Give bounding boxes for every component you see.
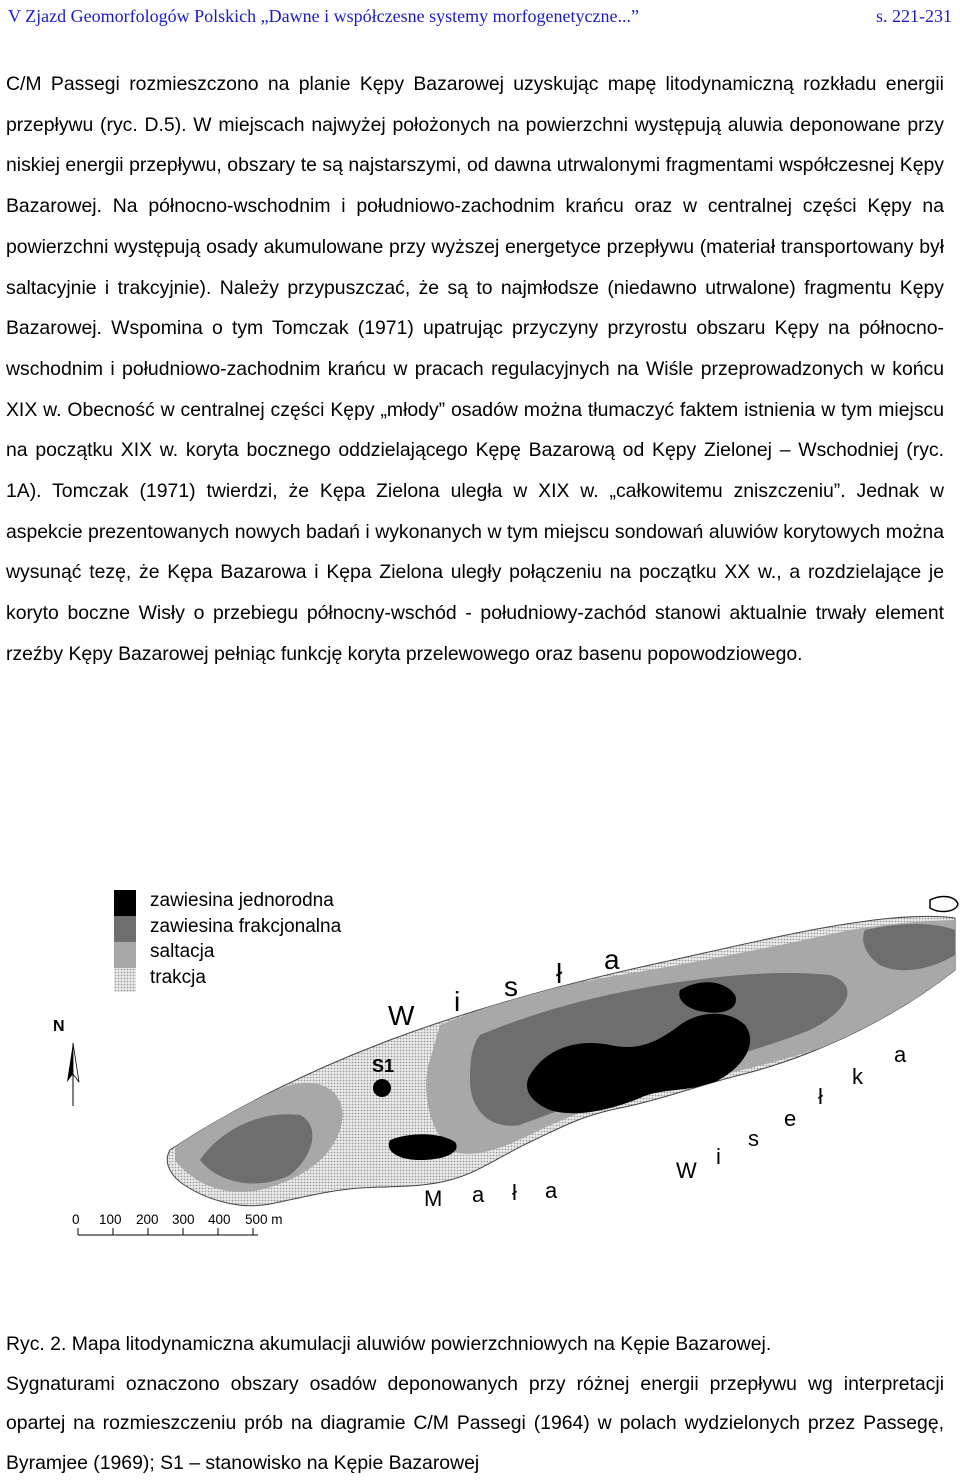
scale-label: 100 [99,1212,122,1227]
river-label-letter: ł [556,958,562,990]
river-label-letter: W [676,1158,697,1184]
paragraph: C/M Passegi rozmieszczono na planie Kępy Bazarowej uzyskując mapę litodynamiczną rozkładu energii przepływu (ryc. D.5). W miejscach najwyżej położonych na powierzchni występują aluwia deponowane przy niskiej energii przepływu, obszary te są najstarszymi, od dawna utrwalonymi fragmentami współczesnej Kępy Bazarowej. Na północno-wschodnim i południowo-zachodnim krańcu oraz w centralnej części Kępy na powierzchni występują osady akumulowane przy wyższej energetyce przepływu (materiał transportowany był saltacyjnie i trakcyjnie). Należy przypuszczać, że są to najmłodsze (niedawno utrwalone) fragmentu Kępy Bazarowej. Wspomina o tym Tomczak (1971) upatrując przyczyny przyrostu obszaru Kępy na północno-wschodnim i południowo-zachodnim krańcu w pracach regulacyjnych na Wiśle przeprowadzonych w końcu XIX w. Obecność w centralnej części Kępy „młody” osadów można tłumaczyć faktem istnienia w tym miejscu na początku XIX w. koryta bocznego oddzielającego Kępę Bazarową od Kępy Zielonej – Wschodniej (ryc. 1A). Tomczak (1971) twierdzi, że Kępa Zielona uległa w XIX w. „całkowitemu zniszczeniu”. Jednak w aspekcie prezentowanych nowych badań i wykonanych w tym miejscu sondowań aluwiów korytowych można wysunąć tezę, że Kępa Bazarowa i Kępa Zielona uległy połączeniu na początku XX w., a rozdzielające je koryto boczne Wisły o przebiegu północny-wschód - południowy-zachód stanowi aktualnie trwały element rzeźby Kępy Bazarowej pełniąc funkcję koryta przelewowego oraz basenu popowodziowego. [6,64,944,675]
caption-line1: Ryc. 2. Mapa litodynamiczna akumulacji aluwiów powierzchniowych na Kępie Bazarowej. [6,1325,944,1365]
figure-caption [6,1325,944,1483]
north-label: N [53,1018,65,1036]
legend-swatch-dotted [114,968,136,992]
river-label-letter: s [504,971,518,1003]
river-label-letter: a [604,944,620,976]
legend-label: saltacja [150,941,214,963]
river-label-letter: a [545,1178,557,1204]
legend-label: zawiesina jednorodna [150,890,334,912]
river-label-letter: W [388,1000,414,1032]
legend-swatch-midgray [114,942,136,968]
legend-swatch-black [114,890,136,916]
river-label-letter: a [472,1182,484,1208]
river-label-letter: a [894,1042,906,1068]
caption-text: Sygnaturami oznaczono obszary osadów deponowanych przy różnej energii przepływu wg interpretacji opartej na rozmieszczeniu prób na diagramie C/M Passegi (1964) w polach wydzielonych przez Passegę, Byramjee (1969); S1 – stanowisko na Kępie Bazarowej [6,1365,944,1483]
site-s1-marker [373,1079,391,1097]
river-label-letter: ł [512,1180,517,1206]
header-title: V Zjazd Geomorfologów Polskich „Dawne i współczesne systemy morfogenetyczne...” [8,6,639,27]
pond-shape [930,897,958,912]
north-arrow-icon [67,1043,79,1106]
scale-label: 0 [72,1212,80,1227]
river-label-letter: M [424,1186,442,1212]
river-label-letter: ł [818,1084,823,1110]
running-header [0,0,960,40]
legend-swatch-darkgray [114,916,136,942]
scale-label: 300 [172,1212,195,1227]
header-pages: s. 221-231 [876,6,952,27]
river-label-letter: s [748,1126,759,1152]
figure-map [0,860,960,1280]
scale-label: 400 [208,1212,231,1227]
legend-label: zawiesina frakcjonalna [150,916,341,938]
river-label-letter: e [784,1106,796,1132]
legend-label: trakcja [150,967,206,989]
river-label-letter: k [852,1064,863,1090]
scale-label: 500 m [245,1212,283,1227]
scale-label: 200 [136,1212,159,1227]
river-label-letter: i [716,1144,721,1170]
site-label: S1 [372,1056,394,1077]
scale-bar [78,1228,258,1235]
body-text [6,64,944,675]
river-label-letter: i [454,986,460,1018]
